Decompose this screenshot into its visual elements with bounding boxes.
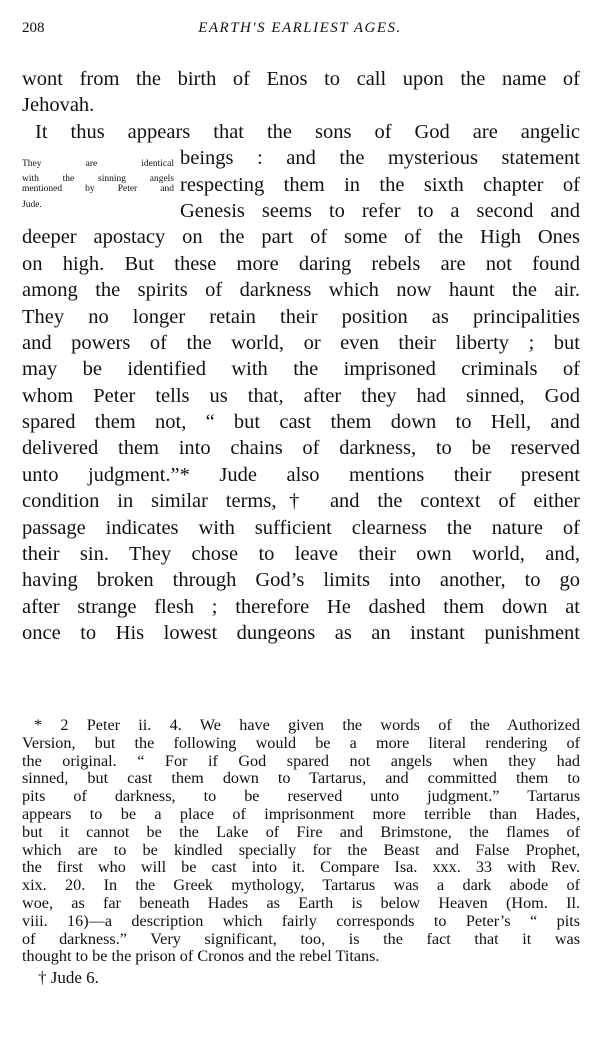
- margin-note-block: [22, 172, 180, 198]
- footnote-line: * 2 Peter ii. 4. We have given the words of the Authorized: [34, 716, 580, 734]
- text-line: passage indicates with sufficient clearness the nature of: [22, 516, 580, 539]
- footnote-line: sinned, but cast them down to Tartarus, and committed them to: [22, 769, 580, 788]
- paragraph-first-line: It thus appears that the sons of God are angelic: [35, 120, 580, 143]
- text-line: Jehovah.: [22, 94, 95, 117]
- page-number: 208: [22, 20, 45, 36]
- text-line: having broken through God’s limits into another, to go: [22, 569, 580, 592]
- margin-note-line: Jude.: [22, 199, 42, 210]
- footnote-line: pits of darkness, to be reserved unto judgment.” Tartarus: [22, 787, 580, 806]
- footnote-line: of darkness.” Very significant, too, is the fact that it was: [22, 929, 580, 948]
- text-line: once to His lowest dungeons as an instant punishment: [22, 622, 580, 645]
- text-line: delivered them into chains of darkness, to be reserved: [22, 437, 580, 460]
- margin-note-line: They are identical: [22, 159, 174, 170]
- side-note-row: [22, 145, 580, 171]
- side-note-row: [22, 198, 580, 224]
- text-line: beings : and the mysterious statement: [180, 147, 580, 170]
- footnote-line: the first who will be cast into it. Compare Isa. xxx. 33 with Rev.: [22, 858, 580, 877]
- text-line: after strange flesh ; therefore He dashed them down at: [22, 595, 580, 618]
- text-line: their sin. They chose to leave their own world, and,: [22, 543, 580, 566]
- margin-note-line: mentioned by Peter and: [22, 184, 174, 195]
- footnote-line: the original. “ For if God spared not angels when they had: [22, 751, 580, 770]
- footnote-line: xix. 20. In the Greek mythology, Tartarus was a dark abode of: [22, 876, 580, 895]
- footnote-line: but it cannot be the Lake of Fire and Brimstone, the flames of: [22, 822, 580, 841]
- running-head: [22, 20, 578, 42]
- text-line: spared them not, “ but cast them down to Hell, and: [22, 411, 580, 434]
- footnote-line: Version, but the following would be a more literal rendering of: [22, 733, 580, 752]
- footnote-line: viii. 16)—a description which fairly corresponds to Peter’s “ pits: [22, 911, 580, 930]
- footnote-line: which are to be kindled specially for the Beast and False Prophet,: [22, 840, 580, 859]
- text-line: whom Peter tells us that, after they had sinned, God: [22, 384, 580, 407]
- footnotes: [22, 717, 580, 987]
- footnote-line: woe, as far beneath Hades as Earth is below Heaven (Hom. Il.: [22, 893, 580, 912]
- footnote-dagger: † Jude 6.: [38, 968, 99, 988]
- text-line: wont from the birth of Enos to call upon the name of: [22, 68, 580, 90]
- text-line: may be identified with the imprisoned criminals of: [22, 358, 580, 381]
- text-line: and powers of the world, or even their liberty ; but: [22, 331, 580, 354]
- side-note-row: [22, 172, 580, 198]
- text-line: among the spirits of darkness which now haunt the air.: [22, 279, 580, 302]
- text-line: respecting them in the sixth chapter of: [180, 173, 580, 196]
- footnote-line: thought to be the prison of Cronos and the rebel Titans.: [22, 947, 380, 966]
- margin-note-line: with the sinning angels: [22, 173, 174, 184]
- text-line: on high. But these more daring rebels are not found: [22, 252, 580, 275]
- text-line: condition in similar terms,† and the context of either: [22, 490, 580, 513]
- footnote-line: appears to be a place of imprisonment more terrible than Hades,: [22, 804, 580, 823]
- running-title: EARTH'S EARLIEST AGES.: [198, 20, 402, 36]
- main-text: [22, 66, 580, 647]
- text-line: deeper apostacy on the part of some of the High Ones: [22, 226, 580, 249]
- text-line: unto judgment.”* Jude also mentions their present: [22, 463, 580, 486]
- text-line: Genesis seems to refer to a second and: [180, 199, 580, 222]
- text-line: They no longer retain their position as principalities: [22, 305, 580, 328]
